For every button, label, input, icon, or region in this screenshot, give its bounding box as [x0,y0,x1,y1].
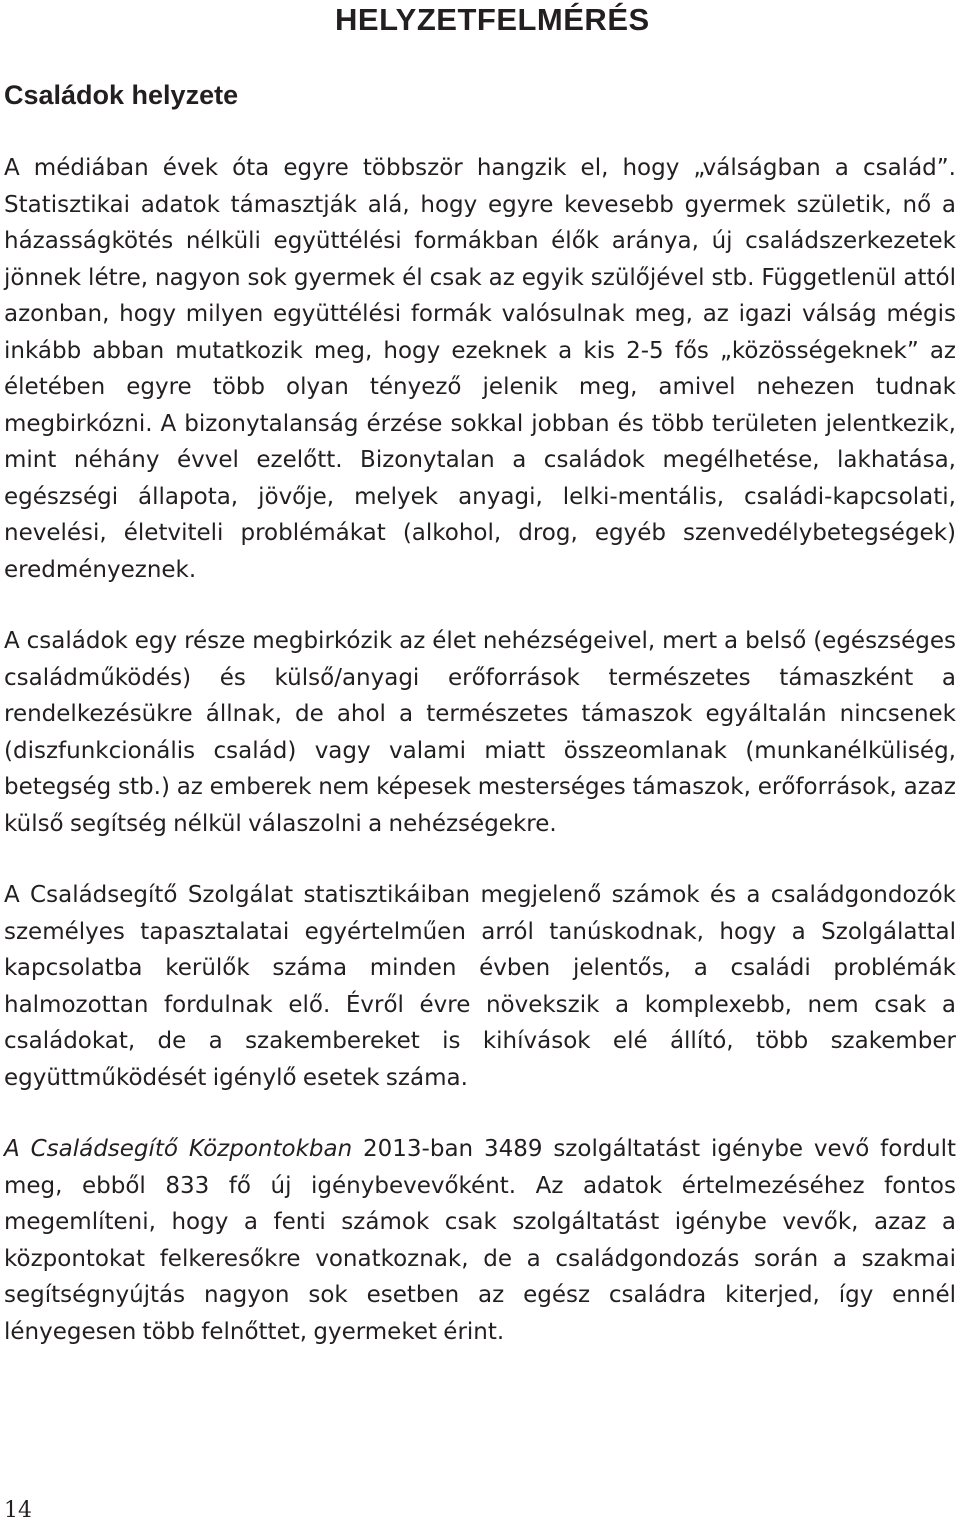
page-heading: HELYZETFELMÉRÉS [335,2,650,37]
paragraph-center-figures [4,1131,956,1350]
paragraph-media-crisis: A médiában évek óta egyre többször hangzik el, hogy „válságban a család”. Statisztikai adatok támasztják alá, hogy egyre kevesebb gyermek születik, nő a házasságkötés nélküli együttélési formákban élők aránya, új családszerkezetek jönnek létre, nagyon sok gyermek él csak az egyik szülőjével stb. Függetlenül attól azonban, hogy milyen együttélési formák valósulnak meg, az igazi válság mégis inkább abban mutatkozik meg, hogy ezeknek a kis 2-5 fős „közösségeknek” az életében egyre több olyan tényező jelenik meg, amivel nehezen tudnak megbirkózni. A bizonytalanság érzése sokkal jobban és több területen jelentkezik, mint néhány évvel ezelőtt. Bizonytalan a családok megélhetése, lakhatása, egészségi állapota, jövője, melyek anyagi, lelki-mentális, családi-kapcsolati, nevelési, életviteli problémákat (alkohol, drog, egyéb szenvedélybetegségek) eredményeznek. [4,155,956,583]
paragraph-family-resources: A családok egy része megbirkózik az élet nehézségeivel, mert a belső (egészséges családműködés) és külső/anyagi erőforrások természetes támaszként a rendelkezésükre állnak, de ahol a természetes támaszok egyáltalán nincsenek (diszfunkcionális család) vagy valami miatt összeomlanak (munkanélküliség, betegség stb.) az emberek nem képesek mesterséges támaszok, erőforrások, azaz külső segítség nélkül válaszolni a nehézségekre. [4,628,956,837]
paragraph-service-statistics: A Családsegítő Szolgálat statisztikáiban megjelenő számok és a családgondozók személyes tapasztalatai egyértelműen arról tanúskodnak, hogy a Szolgálattal kapcsolatba kerülők száma minden évben jelentős, a családi problémák halmozottan fordulnak elő. Évről évre növekszik a komplexebb, nem csak a családokat, de a szakembereket is kihívások elé állító, több szakember együttműködését igénylő esetek száma. [4,882,956,1091]
page-number: 14 [4,1498,32,1523]
body-text [4,150,956,1385]
paragraph-italic-lead: A Családsegítő Központokban [4,1136,353,1162]
section-title: Családok helyzete [4,80,239,110]
paragraph-center-text: 2013-ban 3489 szolgáltatást igénybe vevő fordult meg, ebből 833 fő új igénybevevőként. Az adatok értelmezéséhez fontos megemlíteni, hogy a fenti számok csak szolgáltatást igénybe vevők, azaz a központokat felkeresőkre vonatkoznak, de a családgondozás során a szakmai segítségnyújtás nagyon sok esetben az egész családra kiterjed, így ennél lényegesen több felnőttet, gyermeket érint. [4,1136,956,1345]
